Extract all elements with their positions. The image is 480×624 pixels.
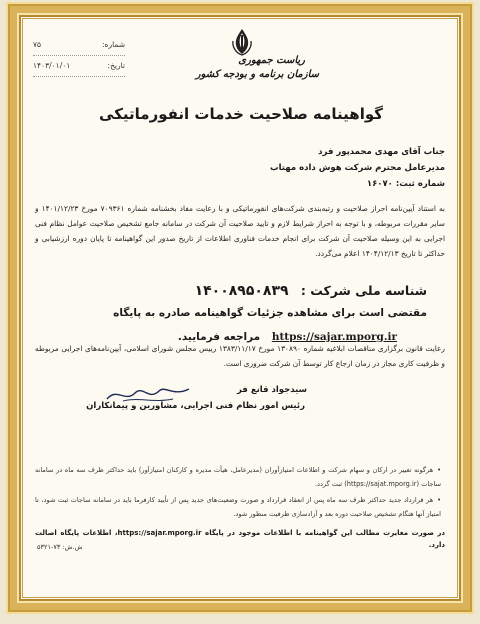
body-paragraph: به استناد آیین‌نامه احراز صلاحیت و رتبه‌بندی شرکت‌های انفورماتیکی و با رعایت مفاد بخشنامه شماره ۷۰۹۳۶۱ مورخ ۱۴۰۱/۱۲/۲۳ و سایر مقررات مربوطه، و با توجه به احراز شرایط لازم و تایید صلاحیت آن شرکت در سامانه جامع تشخیص صلاحیت عوامل نظام فنی اجرایی به این وسیله صلاحیت آن شرکت برای انجام خدمات فناوری اطلاعات از تاریخ صدور این گواهینامه تا پایان دوره ارزشیابی و حداکثر تا تاریخ ۱۴۰۴/۱۲/۱۳ اعلام می‌گردد. bbox=[35, 204, 445, 258]
reference-number-value: ۷۵ bbox=[33, 40, 42, 49]
form-code: ش.ش: ۷۳-۵۳۲۱ bbox=[37, 543, 83, 551]
registration-label: شماره ثبت: bbox=[395, 179, 445, 189]
reference-block bbox=[33, 35, 125, 77]
verification-suffix: مراجعه فرمایید. bbox=[177, 331, 261, 343]
reference-number-label: شماره: bbox=[102, 40, 125, 49]
verification-text: مقتضی است برای مشاهده جزئیات گواهینامه صادره به پایگاه bbox=[113, 307, 427, 319]
header-presidency: ریاست جمهوری bbox=[238, 55, 305, 66]
reference-number-row bbox=[33, 35, 125, 56]
header-organization: سازمان برنامه و بودجه کشور bbox=[195, 69, 319, 80]
signatory-name: سیدجواد قانع فر bbox=[237, 385, 307, 395]
registration-number bbox=[367, 179, 445, 189]
registration-value: ۱۶۰۷۰ bbox=[366, 179, 393, 189]
reference-date-value: ۱۴۰۳/۰۱/۰۱ bbox=[33, 61, 71, 70]
note-item: •هرگونه تغییر در ارکان و سهام شرکت و اطلاعات امتیازآوران (مدیرعامل، هیأت مدیره و کارکنان امتیازآور) باید حداکثر ظرف سه ماه در سامانه ساجات (https://sajat.mporg.ir) ثبت گردد. bbox=[35, 466, 441, 488]
recipient-position: مدیرعامل محترم شرکت هوش داده مهتاب bbox=[270, 163, 445, 173]
recipient-salutation: جناب آقای مهدی محمدپور فرد bbox=[318, 147, 445, 157]
law-paragraph: رعایت قانون برگزاری مناقصات ابلاغیه شماره ۱۳۰۸۹۰ مورخ ۱۳۸۳/۱۱/۱۷ رییس مجلس شورای اسلامی، آیین‌نامه‌های اجرایی مربوطه و ظرفیت کاری مجاز در زمان ارجاع کار توسط آن شرکت ضروری است. bbox=[35, 344, 445, 368]
certificate-body bbox=[22, 18, 458, 598]
sajar-link[interactable]: https://sajar.mporg.ir bbox=[271, 331, 397, 343]
reference-date-row bbox=[33, 56, 125, 77]
certificate-title: گواهینامه صلاحیت خدمات انفورماتیکی bbox=[99, 105, 383, 123]
reference-date-label: تاریخ: bbox=[107, 61, 125, 70]
iran-emblem-icon bbox=[229, 27, 255, 57]
national-id-row bbox=[195, 283, 427, 299]
national-id-value: ۱۴۰۰۸۹۵۰۸۳۹ bbox=[194, 283, 289, 299]
national-id-label: شناسه ملی شرکت : bbox=[300, 283, 427, 298]
signatory-title: رئیس امور نظام فنی اجرایی، مشاورین و پیمانکاران bbox=[86, 401, 305, 411]
note-item: •هر قرارداد جدید حداکثر ظرف سه ماه پس از انعقاد قرارداد و صورت وضعیت‌های جدید پس از تأیید کارفرما باید در سامانه ساجات ثبت شود، تا امتیاز آنها هنگام تشخیص صلاحیت دوره بعد و آزادسازی ظرفیت منظور شود. bbox=[35, 496, 441, 518]
footer-notice: در صورت مغایرت مطالب این گواهینامه با اطلاعات موجود در پایگاه https://sajar.mporg.ir، اطلاعات پایگاه اصالت دارد. bbox=[35, 529, 445, 549]
